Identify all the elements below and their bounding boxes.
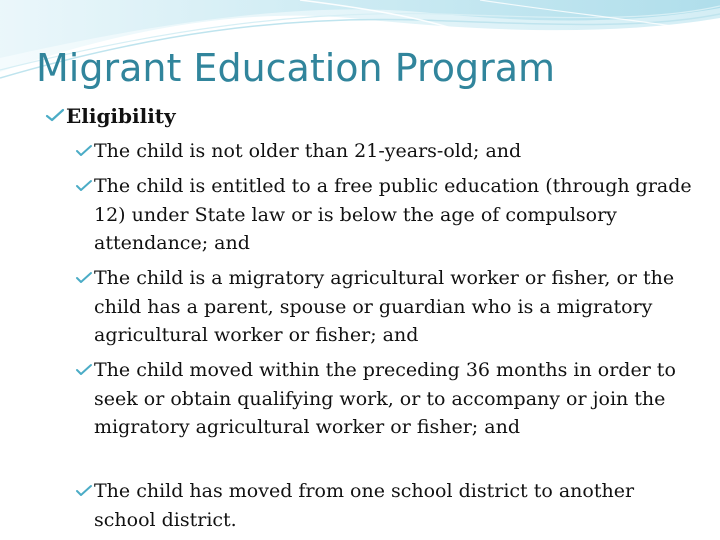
checkmark-bullet-icon bbox=[74, 484, 94, 499]
checkmark-bullet-icon bbox=[74, 179, 94, 194]
list-item-text: The child is not older than 21-years-old; and bbox=[94, 140, 522, 162]
list-item-text: The child is a migratory agricultural worker or fisher, or the child has a parent, spouse or guardian who is a migratory agricultural worker or fisher; and bbox=[94, 267, 675, 346]
list-item bbox=[74, 264, 694, 350]
list-item-text: The child has moved from one school district to another school district. bbox=[94, 480, 635, 531]
checkmark-bullet-icon bbox=[74, 271, 94, 286]
list-item bbox=[74, 172, 694, 258]
list-item bbox=[74, 137, 694, 166]
heading-eligibility bbox=[44, 101, 176, 131]
checkmark-bullet-icon bbox=[44, 108, 66, 124]
checkmark-bullet-icon bbox=[74, 363, 94, 378]
checkmark-bullet-icon bbox=[74, 144, 94, 159]
heading-text: Eligibility bbox=[66, 104, 176, 128]
list-item-text: The child is entitled to a free public education (through grade 12) under State law or is below the age of compulsory attendance; and bbox=[94, 175, 692, 254]
list-item bbox=[74, 477, 694, 534]
list-item-text: The child moved within the preceding 36 months in order to seek or obtain qualifying work, or to accompany or join the migratory agricultural worker or fisher; and bbox=[94, 359, 676, 438]
slide-title: Migrant Education Program bbox=[36, 46, 556, 90]
list-item bbox=[74, 356, 694, 442]
